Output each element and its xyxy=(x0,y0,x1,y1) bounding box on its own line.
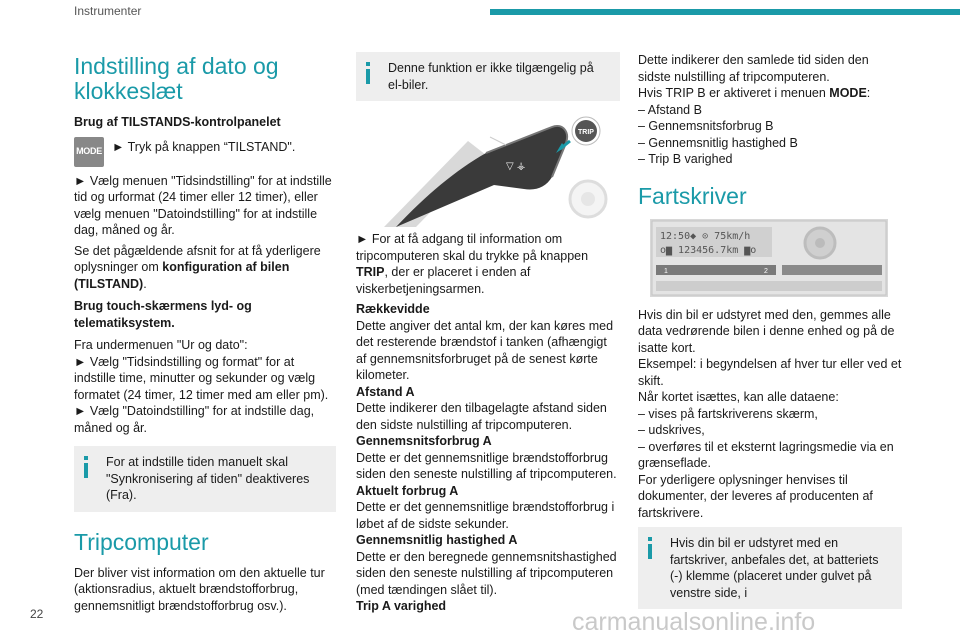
paragraph: Dette indikerer den samlede tid siden den sidste nulstilling af tripcomputeren. xyxy=(638,53,869,84)
info-icon xyxy=(366,62,371,84)
definition-distance: Dette indikerer den tilbagelagte afstand siden den sidste nulstilling af tripcomputeren. xyxy=(356,401,607,432)
section-title-date-time: Indstilling af dato og klokkeslæt xyxy=(74,53,279,104)
info-note xyxy=(638,527,902,609)
svg-text:2: 2 xyxy=(764,267,768,275)
list-item: – Gennemsnitsforbrug B xyxy=(638,119,774,133)
term-distance: Afstand A xyxy=(356,384,415,399)
paragraph-trip-access: ► For at få adgang til information om tripcomputeren skal du trykke på knappen TRIP, der er placeret i enden af viskerbetjeningsarmen. xyxy=(356,232,589,296)
section-title-tripcomputer: Tripcomputer xyxy=(74,528,209,555)
trip-badge: TRIP xyxy=(578,129,594,136)
header-accent-bar xyxy=(490,9,960,15)
paragraph-mode: Hvis TRIP B er aktiveret i menuen MODE: xyxy=(638,86,871,100)
page-number: 22 xyxy=(30,607,44,621)
info-note xyxy=(74,446,336,512)
list-item: – overføres til et eksternt lagringsmedie via en grænseflade. xyxy=(638,439,894,470)
column-1 xyxy=(74,54,336,618)
term-range: Rækkevidde xyxy=(356,302,430,316)
info-note-text: For at indstille tiden manuelt skal "Synkronisering af tiden" deaktiveres (Fra). xyxy=(106,455,310,502)
info-icon xyxy=(84,456,89,478)
list-item: – Gennemsnitlig hastighed B xyxy=(638,135,798,150)
info-note-text: Denne funktion er ikke tilgængelig på el-biler. xyxy=(388,61,594,92)
paragraph: ► Vælg "Datoindstilling" for at indstille dag, måned og år. xyxy=(74,404,315,435)
paragraph: Fra undermenuen "Ur og dato": xyxy=(74,338,248,352)
subheading-touchscreen: Brug touch-skærmens lyd- og telematiksystem. xyxy=(74,299,252,330)
definition-range: Dette angiver det antal km, der kan køres med det resterende brændstof i tanken (afhængigt af gennemsnitsforbruget på de senest kørte kilometer. xyxy=(356,318,614,382)
paragraph: Når kortet isættes, kan alle dataene: xyxy=(638,390,839,404)
subheading-mode-panel: Brug af TILSTANDS-kontrolpanelet xyxy=(74,115,281,129)
tacho-display-line1: 12:50◆ ⊙ 75km/h xyxy=(660,230,751,242)
mode-step-text: ► Tryk på knappen “TILSTAND". xyxy=(112,139,296,154)
list-item: – udskrives, xyxy=(638,423,705,437)
term-average-consumption: Gennemsnitsforbrug A xyxy=(356,434,492,448)
column-3 xyxy=(638,52,902,615)
paragraph: Der bliver vist information om den aktuelle tur (aktionsradius, aktuelt brændstofforbrug, gennemsnitligt brændstofforbrug osv.). xyxy=(74,565,325,613)
list-item: – Trip B varighed xyxy=(638,152,733,166)
definition-average-speed: Dette er den beregnede gennemsnitshastighed siden den seneste nulstilling af tripcomputeren (med tændingen slået til). xyxy=(356,549,617,597)
list-item: – Afstand B xyxy=(638,102,702,117)
column-2 xyxy=(356,52,620,615)
section-header: Instrumenter xyxy=(74,4,142,18)
info-note-text: Hvis din bil er udstyret med en fartskriver, anbefales det, at batteriets (-) klemme (placeret under gulvet på venstre side, i xyxy=(670,536,879,600)
section-title-tachograph: Fartskriver xyxy=(638,182,747,209)
tachograph-illustration xyxy=(650,219,888,297)
list-item: – vises på fartskriverens skærm, xyxy=(638,406,818,421)
mode-step xyxy=(74,137,336,167)
paragraph: ► Vælg menuen "Tidsindstilling" for at indstille tid og urformat (24 timer eller 12 timer), eller vælg menuen "Datoindstilling" for at indstille dag, måned og år. xyxy=(74,173,332,237)
definition-average-consumption: Dette er det gennemsnitlige brændstofforbrug siden den seneste nulstilling af tripcomputeren. xyxy=(356,450,617,481)
info-icon xyxy=(648,537,653,559)
tachograph-image xyxy=(650,219,888,297)
definition-current-consumption: Dette er det gennemsnitlige brændstofforbrug i løbet af de sidste sekunder. xyxy=(356,500,615,531)
term-average-speed: Gennemsnitlig hastighed A xyxy=(356,533,518,547)
paragraph: Hvis din bil er udstyret med den, gemmes alle data vedrørende bilen i denne enhed og på de isatte kort. xyxy=(638,307,895,355)
term-current-consumption: Aktuelt forbrug A xyxy=(356,483,459,498)
svg-text:▽ ⚶: ▽ ⚶ xyxy=(506,161,526,172)
paragraph: For yderligere oplysninger henvises til dokumenter, der leveres af producenten af fartskrivere. xyxy=(638,472,873,520)
paragraph: ► Vælg "Tidsindstilling og format" for at indstille time, minutter og sekunder og vælg formatet (24 timer, 12 timer med am eller pm). xyxy=(74,354,329,402)
tacho-display-line2: o▆ 123456.7km ▆o xyxy=(660,244,757,256)
wiper-stalk-image xyxy=(356,115,620,227)
mode-button-icon: MODE xyxy=(74,137,104,167)
wiper-stalk-illustration xyxy=(356,115,620,227)
paragraph: Eksempel: i begyndelsen af hver tur eller ved et skift. xyxy=(638,357,902,388)
info-note xyxy=(356,52,620,101)
term-trip-duration: Trip A varighed xyxy=(356,599,447,613)
watermark: carmanualsonline.info xyxy=(572,608,816,636)
paragraph-reference: Se det pågældende afsnit for at få yderligere oplysninger om konfiguration af bilen (TILSTAND). xyxy=(74,243,321,291)
svg-text:1: 1 xyxy=(664,267,668,275)
